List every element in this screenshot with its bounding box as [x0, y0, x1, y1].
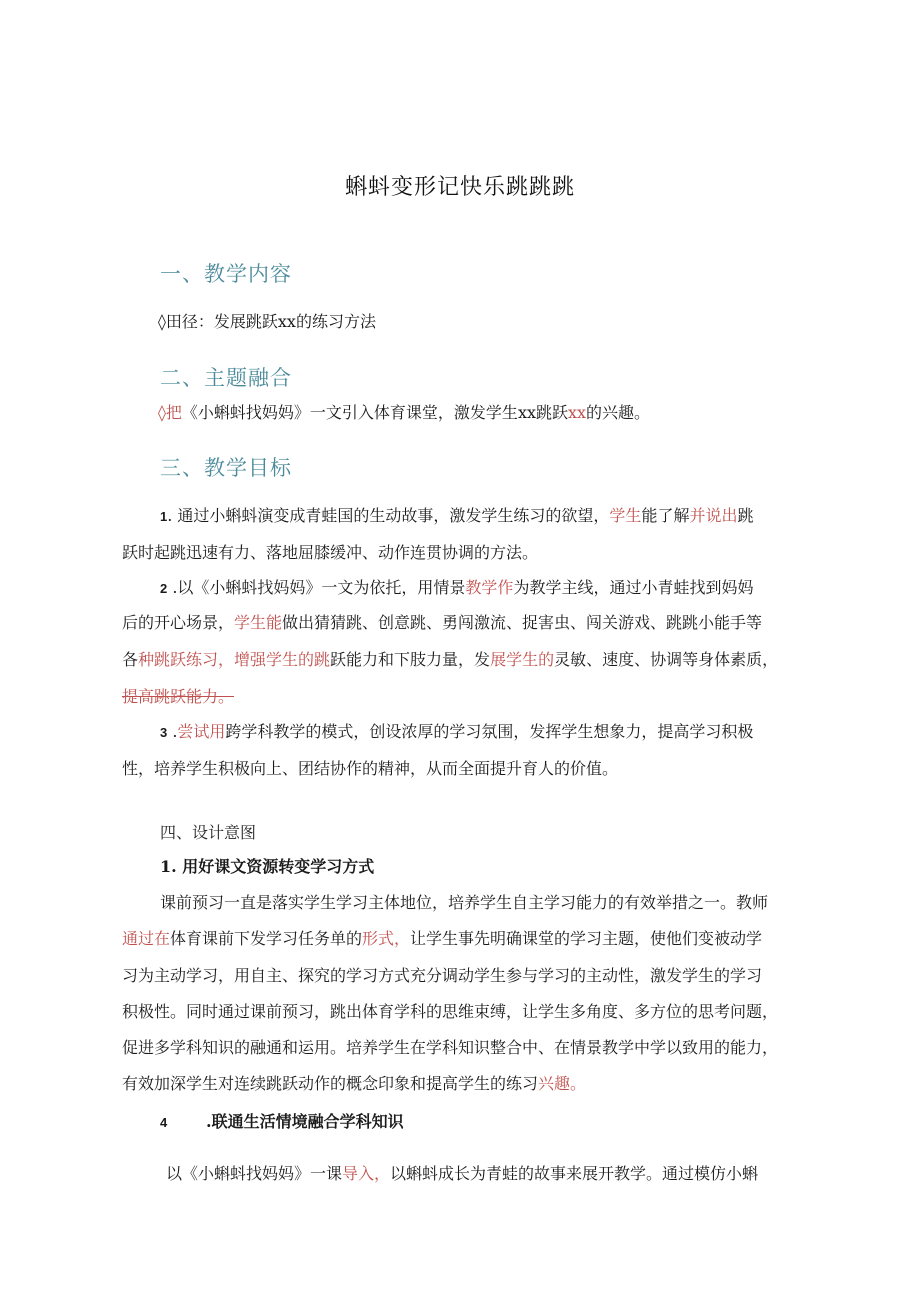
design-subheading-2: [160, 1112, 404, 1133]
design-p2-text-b: 导入，: [342, 1164, 391, 1183]
goal-3-text-c: 跨学科教学的模式，创设浓厚的学习氛围，发挥学生想象力，提高学习积极: [225, 722, 754, 741]
goal-2-text-j: 跃能力和下肢力量，发: [330, 650, 491, 669]
goal-2-text-h: 种跳跃练习，增强学: [138, 650, 283, 669]
goal-3-line-1: [160, 722, 753, 743]
goal-2-text-b: 教学作: [465, 578, 514, 597]
design-subheading-1: 1. 用好课文资源转变学习方式: [160, 857, 375, 876]
goal-1-line-1: [160, 506, 753, 527]
goal-1-text-d: 并说出: [689, 506, 738, 525]
design-p1-text-c: 形式，: [362, 929, 411, 948]
goal-2-text-l: 灵敏、速度、协调等身体素质，: [554, 650, 779, 669]
goal-3-text-a: .: [167, 722, 178, 741]
section-heading-design: 四、设计意图: [160, 823, 257, 842]
goal-3-text-b: 尝试用: [177, 722, 226, 741]
theme-text-a: ◊把: [158, 403, 182, 422]
content-line: ◊田径：发展跳跃xx的练习方法: [158, 312, 376, 331]
section-heading-theme: 二、主题融合: [160, 366, 292, 390]
section-heading-goals: 三、教学目标: [160, 456, 292, 480]
design-p1-text-b: 体育课前下发学习任务单的: [170, 929, 363, 948]
design-subheading-2-number: 4: [160, 1115, 168, 1130]
theme-text-e: 的兴趣。: [586, 403, 651, 422]
goal-2-line-3: [122, 650, 778, 670]
theme-text-b: 《小蝌蚪找妈妈》一文引入体育课堂，激发学生: [181, 403, 518, 422]
goal-2-line-1: [160, 578, 753, 599]
goal-2-text-a: .以《小蝌蚪找妈妈》一文为依托，用情景: [167, 578, 466, 597]
goal-1-text-c: 能了解: [641, 506, 690, 525]
design-p1-line-1: 课前预习一直是落实学生学习主体地位，培养学生自主学习能力的有效举措之一。教师: [160, 893, 769, 912]
goal-2-text-i: 生的跳: [282, 650, 331, 669]
goal-2-text-d: 后的开心场景，: [122, 613, 235, 632]
goal-3-line-2: 性，培养学生积极向上、团结协作的精神，从而全面提升育人的价值。: [122, 759, 619, 778]
goal-2-text-e: 学生能: [234, 613, 283, 632]
goal-1-number: 1: [160, 509, 168, 524]
goal-1-line-2: 跃时起跳迅速有力、落地屈膝缓冲、动作连贯协调的方法。: [122, 543, 539, 562]
goal-2-text-g: 各: [122, 650, 139, 669]
section-heading-content: 一、教学内容: [160, 262, 292, 286]
design-p2-text-a: 以《小蝌蚪找妈妈》一课: [166, 1164, 343, 1183]
design-p1-line-3: 习为主动学习，用自主、探究的学习方式充分调动学生参与学习的主动性，激发学生的学习: [122, 966, 763, 985]
design-p1-line-5: 促进多学科知识的融通和运用。培养学生在学科知识整合中、在情景教学中学以致用的能力，: [122, 1038, 779, 1057]
design-p1-text-e: 有效加深学生对连续跳跃动作的概念印象和提高学生的练习: [122, 1074, 539, 1093]
goal-2-line-4: 提高跳跃能力。: [122, 687, 235, 706]
theme-line: [158, 403, 650, 423]
goal-3-number: 3: [160, 725, 168, 740]
design-subheading-2-text: .联通生活情境融合学科知识: [206, 1112, 404, 1131]
goal-1-text-a: . 通过小蝌蚪演变成青蛙国的生动故事，激发学生练习的欲望，: [167, 506, 610, 525]
document-title: 蝌蚪变形记快乐跳跳跳: [344, 175, 575, 200]
goal-2-text-f: 做出猜猜跳、创意跳、勇闯激流、捉害虫、闯关游戏、跳跳小能手等: [282, 613, 763, 632]
design-p1-line-2: [122, 929, 762, 949]
goal-2-number: 2: [160, 581, 168, 596]
design-p2-line-1: [166, 1164, 758, 1184]
goal-1-text-b: 学生: [609, 506, 642, 525]
design-p1-text-a: 通过在: [122, 929, 171, 948]
theme-text-d: xx: [568, 403, 587, 422]
goal-2-text-k: 展学生的: [490, 650, 555, 669]
design-p1-text-d: 让学生事先明确课堂的学习主题，使他们变被动学: [410, 929, 763, 948]
theme-text-c: xx跳跃: [517, 403, 568, 422]
design-p1-line-4: 积极性。同时通过课前预习，跳出体育学科的思维束缚，让学生多角度、多方位的思考问题，: [122, 1002, 779, 1021]
design-p1-line-6: [122, 1074, 586, 1094]
design-p1-text-f: 兴趣。: [538, 1074, 587, 1093]
goal-1-text-e: 跳: [737, 506, 754, 525]
goal-2-text-c: 为教学主线，通过小青蛙找到妈妈: [513, 578, 754, 597]
goal-2-line-2: [122, 613, 762, 633]
design-p2-text-c: 以蝌蚪成长为青蛙的故事来展开教学。通过模仿小蝌: [390, 1164, 759, 1183]
